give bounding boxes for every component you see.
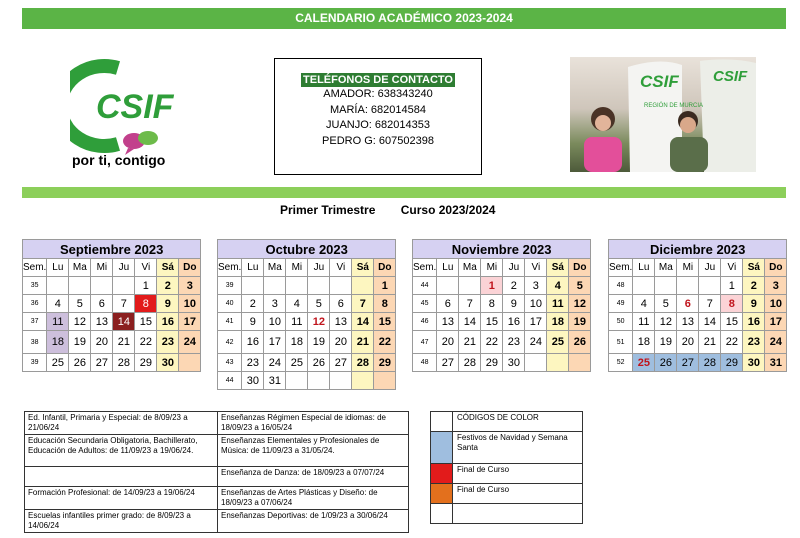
week-number: 45	[413, 295, 437, 313]
calendar-day: 5	[569, 277, 591, 295]
info-cell: Formación Profesional: de 14/09/23 a 19/06/24	[25, 487, 218, 510]
info-cell: Enseñanzas de Artes Plásticas y Diseño: de 18/09/23 a 07/06/24	[218, 487, 409, 510]
calendar-day: 14	[699, 313, 721, 331]
calendar-day: 25	[286, 354, 308, 372]
info-cell: Enseñanzas Régimen Especial de idiomas: de 18/09/23 a 16/05/24	[218, 412, 409, 435]
calendar-day: 11	[633, 313, 655, 331]
week-number: 37	[23, 313, 47, 331]
contact-line: PEDRO G: 607502398	[322, 134, 434, 147]
month-title: Diciembre 2023	[609, 240, 787, 259]
day-header: Vi	[135, 259, 157, 277]
calendar-day: 9	[157, 295, 179, 313]
week-number: 46	[413, 313, 437, 331]
legend-item: Final de Curso	[453, 484, 583, 504]
calendar-day: 21	[352, 331, 374, 354]
calendar-day: 19	[69, 331, 91, 354]
calendar-day: 19	[308, 331, 330, 354]
logo-tagline: por ti, contigo	[72, 152, 166, 168]
calendar-day: 28	[699, 354, 721, 372]
day-header: Mi	[91, 259, 113, 277]
photo-banner-text: CSIF	[640, 72, 679, 91]
calendar-day: 15	[481, 313, 503, 331]
week-number: 44	[218, 372, 242, 390]
calendar-day	[459, 277, 481, 295]
calendar-day: 3	[264, 295, 286, 313]
month-calendar	[217, 239, 396, 390]
divider-bar	[22, 187, 786, 198]
info-cell: Enseñanzas Elementales y Profesionales de Música: de 11/09/23 a 31/05/24.	[218, 435, 409, 467]
calendar-day: 22	[135, 331, 157, 354]
photo-banner-text-2: CSIF	[713, 68, 748, 85]
legend-item: Festivos de Navidad y Semana Santa	[453, 432, 583, 464]
calendar-day	[286, 372, 308, 390]
week-number: 35	[23, 277, 47, 295]
contact-box	[274, 58, 482, 175]
calendar-day: 10	[264, 313, 286, 331]
month-title: Octubre 2023	[218, 240, 396, 259]
calendar-day	[308, 372, 330, 390]
calendar-day: 19	[569, 313, 591, 331]
calendar-day: 4	[286, 295, 308, 313]
calendar-day: 23	[157, 331, 179, 354]
calendar-day: 6	[437, 295, 459, 313]
calendar-day: 28	[459, 354, 481, 372]
calendar-day: 23	[242, 354, 264, 372]
calendar-day: 5	[69, 295, 91, 313]
calendar-day: 20	[91, 331, 113, 354]
calendar-day: 28	[113, 354, 135, 372]
day-header: Vi	[525, 259, 547, 277]
day-header: Mi	[481, 259, 503, 277]
calendar-day: 17	[264, 331, 286, 354]
calendar-day: 7	[699, 295, 721, 313]
calendar-day: 16	[503, 313, 525, 331]
calendar-day: 13	[437, 313, 459, 331]
calendar-day: 3	[525, 277, 547, 295]
day-header: Sá	[157, 259, 179, 277]
calendar-day: 29	[135, 354, 157, 372]
week-number: 39	[23, 354, 47, 372]
week-number: 49	[609, 295, 633, 313]
day-header: Sem.	[218, 259, 242, 277]
calendar-day: 2	[157, 277, 179, 295]
calendar-day: 2	[242, 295, 264, 313]
calendar-day	[352, 372, 374, 390]
calendar-day: 27	[91, 354, 113, 372]
calendar-day	[308, 277, 330, 295]
calendar-day	[330, 277, 352, 295]
calendar-day: 1	[721, 277, 743, 295]
day-header: Ma	[264, 259, 286, 277]
calendar-day: 8	[721, 295, 743, 313]
week-number: 36	[23, 295, 47, 313]
legend-title: CÓDIGOS DE COLOR	[453, 412, 583, 432]
calendar-day: 18	[633, 331, 655, 354]
month-title: Noviembre 2023	[413, 240, 591, 259]
page-title: CALENDARIO ACADÉMICO 2023-2024	[22, 8, 786, 29]
course-label: Curso 2023/2024	[400, 203, 496, 217]
calendar-day: 11	[47, 313, 69, 331]
calendar-day	[677, 277, 699, 295]
calendar-day: 16	[157, 313, 179, 331]
calendar-day	[113, 277, 135, 295]
day-header: Ju	[113, 259, 135, 277]
info-cell	[25, 467, 218, 487]
calendar-day: 8	[135, 295, 157, 313]
calendar-day: 5	[655, 295, 677, 313]
team-photo	[570, 57, 756, 172]
calendar-day: 31	[765, 354, 787, 372]
info-cell: Educación Secundaria Obligatoria, Bachillerato, Educación de Adultos: de 11/09/23 a 19/06/24.	[25, 435, 218, 467]
calendar-day	[91, 277, 113, 295]
calendar-day	[264, 277, 286, 295]
day-header: Vi	[330, 259, 352, 277]
day-header: Sá	[352, 259, 374, 277]
contact-title: TELÉFONOS DE CONTACTO	[303, 74, 453, 86]
calendar-day: 27	[677, 354, 699, 372]
week-number: 52	[609, 354, 633, 372]
trimester-label: Primer Trimestre	[280, 203, 376, 217]
day-header: Do	[569, 259, 591, 277]
week-number: 39	[218, 277, 242, 295]
calendar-day	[286, 277, 308, 295]
week-number: 44	[413, 277, 437, 295]
month-calendar	[608, 239, 787, 372]
day-header: Ma	[69, 259, 91, 277]
calendar-day: 28	[352, 354, 374, 372]
calendar-day: 31	[264, 372, 286, 390]
calendar-day: 25	[633, 354, 655, 372]
calendar-day: 8	[374, 295, 396, 313]
calendar-day: 2	[503, 277, 525, 295]
calendar-day: 29	[481, 354, 503, 372]
legend-swatch-navidad	[431, 432, 453, 464]
calendar-day: 25	[547, 331, 569, 354]
calendar-day: 8	[481, 295, 503, 313]
contact-line: JUANJO: 682014353	[326, 119, 430, 131]
calendar-day: 20	[677, 331, 699, 354]
calendar-day: 15	[721, 313, 743, 331]
info-cell: Ed. Infantil, Primaria y Especial: de 8/09/23 a 21/06/24	[25, 412, 218, 435]
month-title: Septiembre 2023	[23, 240, 201, 259]
calendar-day: 12	[655, 313, 677, 331]
calendar-day: 10	[525, 295, 547, 313]
calendar-day: 15	[135, 313, 157, 331]
calendar-day: 22	[481, 331, 503, 354]
month-calendar	[22, 239, 201, 372]
info-cell: Enseñanzas Deportivas: de 1/09/23 a 30/06/24	[218, 510, 409, 533]
calendar-day: 18	[286, 331, 308, 354]
course-dates-table	[24, 411, 409, 533]
calendar-day: 9	[743, 295, 765, 313]
calendar-day: 3	[765, 277, 787, 295]
week-number: 51	[609, 331, 633, 354]
calendar-day: 14	[352, 313, 374, 331]
calendar-day: 4	[633, 295, 655, 313]
calendar-day: 17	[765, 313, 787, 331]
calendar-day	[179, 354, 201, 372]
week-number: 48	[609, 277, 633, 295]
calendar-day: 13	[91, 313, 113, 331]
day-header: Sá	[547, 259, 569, 277]
calendar-day: 2	[743, 277, 765, 295]
calendar-day: 12	[308, 313, 330, 331]
calendar-day: 29	[374, 354, 396, 372]
calendar-day: 7	[459, 295, 481, 313]
calendar-day	[569, 354, 591, 372]
csif-logo	[70, 58, 210, 176]
calendar-day: 10	[765, 295, 787, 313]
calendar-day: 22	[374, 331, 396, 354]
legend-swatch-red	[431, 464, 453, 484]
calendar-day: 24	[765, 331, 787, 354]
calendar-day: 21	[113, 331, 135, 354]
calendar-day: 12	[569, 295, 591, 313]
week-number: 40	[218, 295, 242, 313]
calendar-day: 16	[242, 331, 264, 354]
calendar-day: 7	[352, 295, 374, 313]
logo-text: CSIF	[96, 88, 174, 126]
info-cell: Escuelas infantiles primer grado: de 8/09/23 a 14/06/24	[25, 510, 218, 533]
calendar-day: 30	[242, 372, 264, 390]
calendar-day: 5	[308, 295, 330, 313]
week-number: 42	[218, 331, 242, 354]
calendar-day: 24	[525, 331, 547, 354]
calendar-day: 25	[47, 354, 69, 372]
contact-line: AMADOR: 638343240	[323, 88, 433, 100]
calendar-day: 11	[547, 295, 569, 313]
calendar-day: 19	[655, 331, 677, 354]
calendar-day	[242, 277, 264, 295]
calendar-day: 1	[481, 277, 503, 295]
calendar-day	[69, 277, 91, 295]
week-number: 48	[413, 354, 437, 372]
calendar-day: 14	[113, 313, 135, 331]
calendar-day: 9	[503, 295, 525, 313]
calendar-day: 4	[47, 295, 69, 313]
calendar-day: 30	[503, 354, 525, 372]
calendar-day: 20	[330, 331, 352, 354]
week-number: 41	[218, 313, 242, 331]
day-header: Do	[765, 259, 787, 277]
calendar-day: 24	[179, 331, 201, 354]
month-calendar	[412, 239, 591, 372]
day-header: Sá	[743, 259, 765, 277]
calendar-day	[352, 277, 374, 295]
calendar-day: 22	[721, 331, 743, 354]
calendar-day: 17	[179, 313, 201, 331]
calendar-day: 4	[547, 277, 569, 295]
calendar-day: 21	[699, 331, 721, 354]
day-header: Ju	[503, 259, 525, 277]
calendar-day: 23	[503, 331, 525, 354]
calendar-day: 30	[157, 354, 179, 372]
calendar-day	[437, 277, 459, 295]
week-number: 43	[218, 354, 242, 372]
calendar-day: 18	[47, 331, 69, 354]
day-header: Sem.	[413, 259, 437, 277]
day-header: Sem.	[23, 259, 47, 277]
calendar-day: 3	[179, 277, 201, 295]
day-header: Sem.	[609, 259, 633, 277]
day-header: Do	[374, 259, 396, 277]
day-header: Ju	[308, 259, 330, 277]
day-header: Mi	[677, 259, 699, 277]
calendar-day	[547, 354, 569, 372]
day-header: Mi	[286, 259, 308, 277]
calendar-day: 15	[374, 313, 396, 331]
calendar-day: 1	[135, 277, 157, 295]
calendar-day: 6	[91, 295, 113, 313]
week-number: 47	[413, 331, 437, 354]
calendar-day: 27	[330, 354, 352, 372]
day-header: Lu	[633, 259, 655, 277]
calendar-day: 6	[677, 295, 699, 313]
calendar-day: 17	[525, 313, 547, 331]
calendar-day: 9	[242, 313, 264, 331]
calendar-day	[330, 372, 352, 390]
calendar-day	[655, 277, 677, 295]
day-header: Ma	[655, 259, 677, 277]
calendar-day	[47, 277, 69, 295]
calendar-day: 10	[179, 295, 201, 313]
legend-swatch-orange	[431, 484, 453, 504]
section-title	[280, 203, 517, 217]
calendar-day: 24	[264, 354, 286, 372]
calendar-day: 26	[69, 354, 91, 372]
calendar-day	[633, 277, 655, 295]
legend-item: Final de Curso	[453, 464, 583, 484]
calendar-day: 26	[569, 331, 591, 354]
week-number: 38	[23, 331, 47, 354]
calendar-day: 6	[330, 295, 352, 313]
calendar-day	[699, 277, 721, 295]
photo-banner-sub: REGIÓN DE MURCIA	[644, 103, 704, 109]
week-number: 50	[609, 313, 633, 331]
day-header: Lu	[242, 259, 264, 277]
calendar-day: 26	[655, 354, 677, 372]
calendar-day: 14	[459, 313, 481, 331]
calendar-day	[374, 372, 396, 390]
calendar-day: 30	[743, 354, 765, 372]
calendar-day: 21	[459, 331, 481, 354]
calendar-day: 16	[743, 313, 765, 331]
day-header: Lu	[437, 259, 459, 277]
calendar-day: 27	[437, 354, 459, 372]
contact-line: MARÍA: 682014584	[329, 103, 426, 116]
calendar-day: 18	[547, 313, 569, 331]
calendar-day	[525, 354, 547, 372]
calendar-day: 7	[113, 295, 135, 313]
color-legend	[430, 411, 583, 524]
day-header: Lu	[47, 259, 69, 277]
calendar-day: 11	[286, 313, 308, 331]
calendar-day: 13	[677, 313, 699, 331]
day-header: Ma	[459, 259, 481, 277]
day-header: Ju	[699, 259, 721, 277]
calendar-day: 1	[374, 277, 396, 295]
day-header: Vi	[721, 259, 743, 277]
info-cell: Enseñanza de Danza: de 18/09/23 a 07/07/24	[218, 467, 409, 487]
day-header: Do	[179, 259, 201, 277]
calendar-day: 26	[308, 354, 330, 372]
calendar-day: 12	[69, 313, 91, 331]
calendar-day: 29	[721, 354, 743, 372]
photo-illustration	[570, 57, 756, 172]
calendar-day: 20	[437, 331, 459, 354]
calendar-day: 23	[743, 331, 765, 354]
calendar-day: 13	[330, 313, 352, 331]
